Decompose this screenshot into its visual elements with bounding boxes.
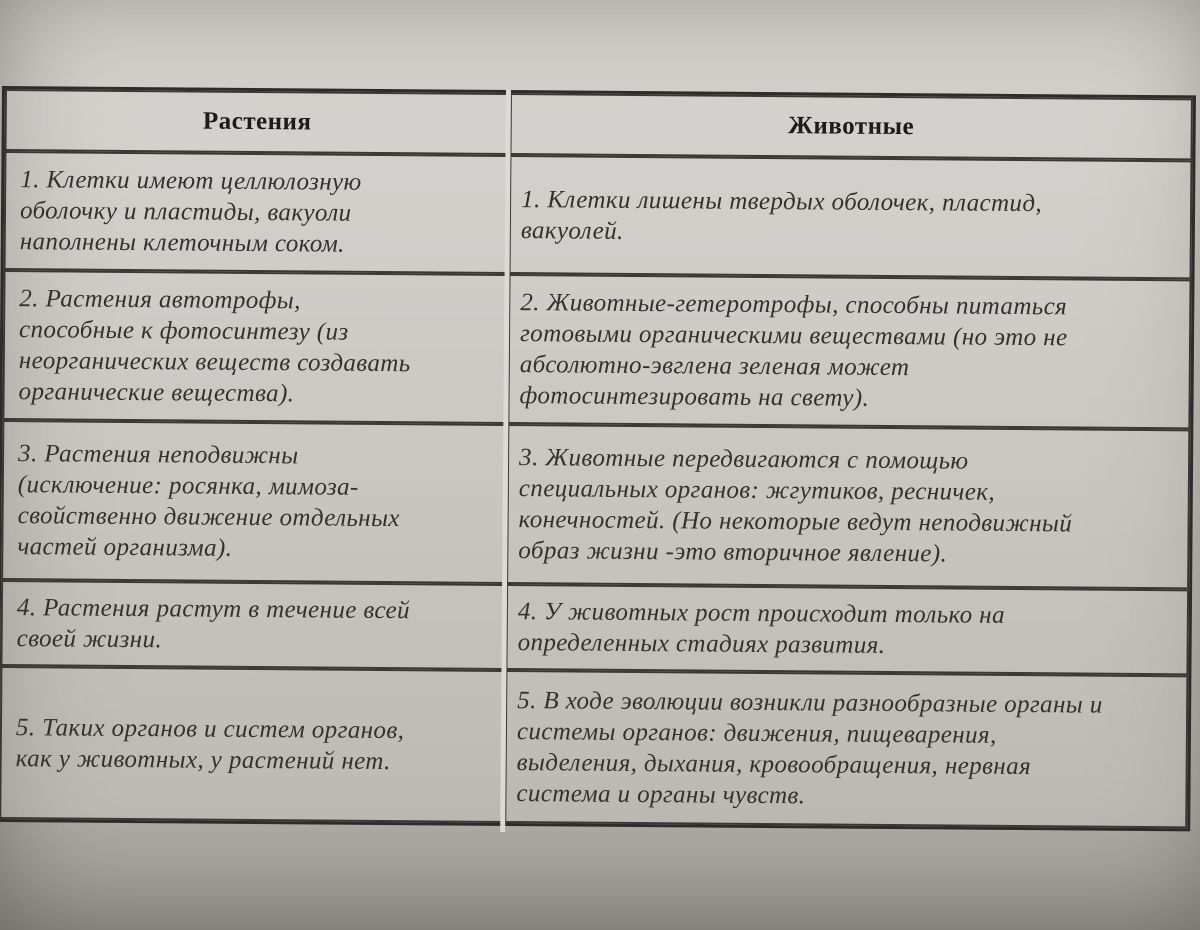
cell-animals xyxy=(506,424,1190,589)
cell-animals xyxy=(507,274,1191,429)
cell-text: 2. Растения автотрофы, способные к фотосинтезу (из неорганических веществ создавать органические вещества). xyxy=(18,285,411,408)
cell-plants xyxy=(1,420,507,584)
table-row xyxy=(0,580,1189,676)
cell-text: 4. Растения растут в течение всей своей жизни. xyxy=(16,594,411,654)
comparison-table xyxy=(0,86,1196,831)
cell-animals xyxy=(509,155,1193,279)
cell-text: 5. Таких органов и систем органов, как у животных, у растений нет. xyxy=(15,713,405,775)
header-plants: Растения xyxy=(4,89,509,155)
header-animals: Животные xyxy=(509,93,1192,160)
cell-plants xyxy=(0,580,506,670)
cell-text: 4. У животных рост происходит только на определенных стадиях развития. xyxy=(517,598,1006,659)
cell-text: 3. Животные передвигаются с помощью специальных органов: жгутиков, ресничек, конечностей. (Но некоторые ведут неподвижный образ жизни -это вторичное явление). xyxy=(518,443,1073,568)
cell-animals xyxy=(504,670,1188,828)
table-header-row xyxy=(4,89,1192,160)
cell-animals xyxy=(505,584,1189,676)
cell-plants xyxy=(4,151,510,274)
cell-plants xyxy=(0,666,505,823)
cell-text: 1. Клетки имеют целлюлозную оболочку и пластиды, вакуоли наполнены клеточным соком. xyxy=(19,166,362,258)
cell-text: 3. Растения неподвижны (исключение: росянка, мимоза- свойственно движение отдельных частей организма). xyxy=(17,439,400,562)
table-row xyxy=(2,270,1191,429)
table-row xyxy=(1,420,1190,589)
comparison-table-wrap xyxy=(0,86,1198,837)
cell-text: 1. Клетки лишены твердых оболочек, пластид, вакуолей. xyxy=(520,185,1043,245)
table-row xyxy=(0,666,1188,828)
cell-text: 2. Животные-гетеротрофы, способны питаться готовыми органическими веществами (но это не абсолютно-эвглена зеленая может фотосинтезировать на свету). xyxy=(519,288,1068,412)
cell-plants xyxy=(2,270,508,424)
table-row xyxy=(4,151,1193,279)
cell-text: 5. В ходе эволюции возникли разнообразные органы и системы органов: движения, пищеварения, выделения, дыхания, кровообращения, нервная система и органы чувств. xyxy=(516,686,1103,809)
